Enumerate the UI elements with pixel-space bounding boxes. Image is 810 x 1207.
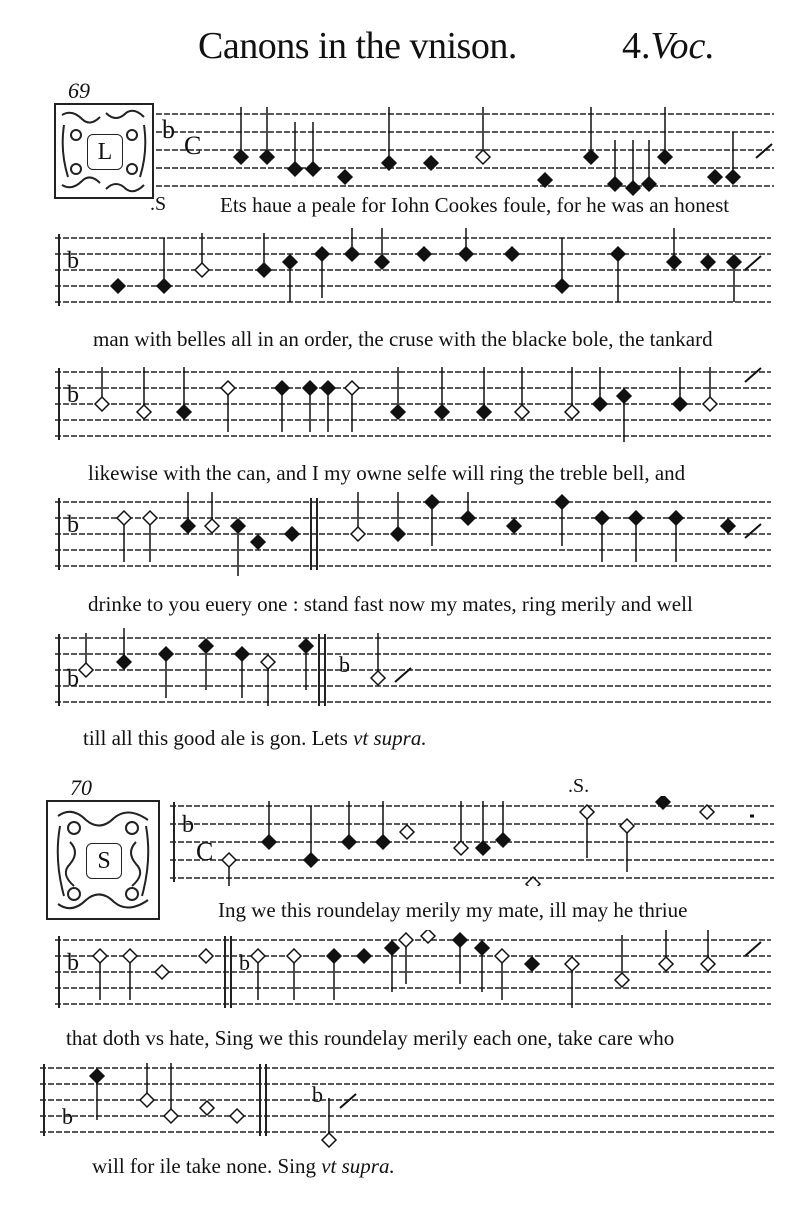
svg-text:b: b (67, 950, 79, 976)
staff-70-2 (55, 930, 775, 1014)
voice-number: 4. (622, 25, 651, 67)
svg-text:b: b (162, 115, 175, 144)
staff-69-3 (55, 362, 775, 446)
canon-sign-70: .S. (568, 775, 590, 797)
lyric-69-4: drinke to you euery one : stand fast now my mates, ring merily and well (88, 592, 693, 616)
staff-69-4 (55, 492, 775, 576)
canon-sign-69: .S (150, 193, 167, 215)
lyric-70-2: that doth vs hate, Sing we this roundelay merily each one, take care who (66, 1026, 675, 1050)
page-title: Canons in the vnison. (198, 25, 517, 67)
canon-number-69: 69 (68, 78, 90, 103)
svg-text:b: b (239, 950, 250, 975)
lyric-70-3-text: will for ile take none. Sing (92, 1154, 316, 1178)
staff-69-1 (156, 102, 776, 202)
canon-number-70: 70 (70, 775, 92, 800)
lyric-69-5 (83, 726, 427, 751)
initial-letter-l: L (87, 134, 123, 170)
page-header (0, 24, 810, 80)
voice-label: Voc. (650, 25, 715, 67)
lyric-70-1: Ing we this roundelay merily my mate, ill may he thriue (218, 898, 688, 922)
svg-text:C: C (196, 837, 214, 866)
staff-70-3 (40, 1058, 776, 1148)
staff-69-5 (55, 628, 775, 712)
decorated-initial-s (46, 800, 160, 920)
lyric-70-3 (92, 1154, 395, 1179)
svg-text:b: b (312, 1082, 323, 1107)
svg-text:b: b (339, 652, 350, 677)
svg-text:b: b (67, 512, 79, 538)
staff-69-2 (55, 228, 775, 312)
voice-count (622, 24, 715, 68)
initial-letter-s: S (86, 843, 122, 879)
svg-text:b: b (67, 382, 79, 408)
lyric-69-5-text: till all this good ale is gon. Lets (83, 726, 348, 750)
svg-text:C: C (184, 131, 202, 160)
svg-text:b: b (182, 812, 194, 838)
lyric-69-1: Ets haue a peale for Iohn Cookes foule, for he was an honest (220, 193, 730, 217)
lyric-70-3-vt-supra: vt supra. (321, 1154, 395, 1178)
staff-70-1 (170, 796, 776, 886)
lyric-69-2: man with belles all in an order, the cruse with the blacke bole, the tankard (93, 327, 713, 351)
decorated-initial-l (54, 103, 154, 199)
svg-text:b: b (67, 248, 79, 274)
svg-text:b: b (62, 1104, 73, 1129)
lyric-69-3: likewise with the can, and I my owne selfe will ring the treble bell, and (88, 461, 686, 485)
lyric-69-5-vt-supra: vt supra. (353, 726, 427, 750)
svg-text:b: b (67, 666, 79, 692)
